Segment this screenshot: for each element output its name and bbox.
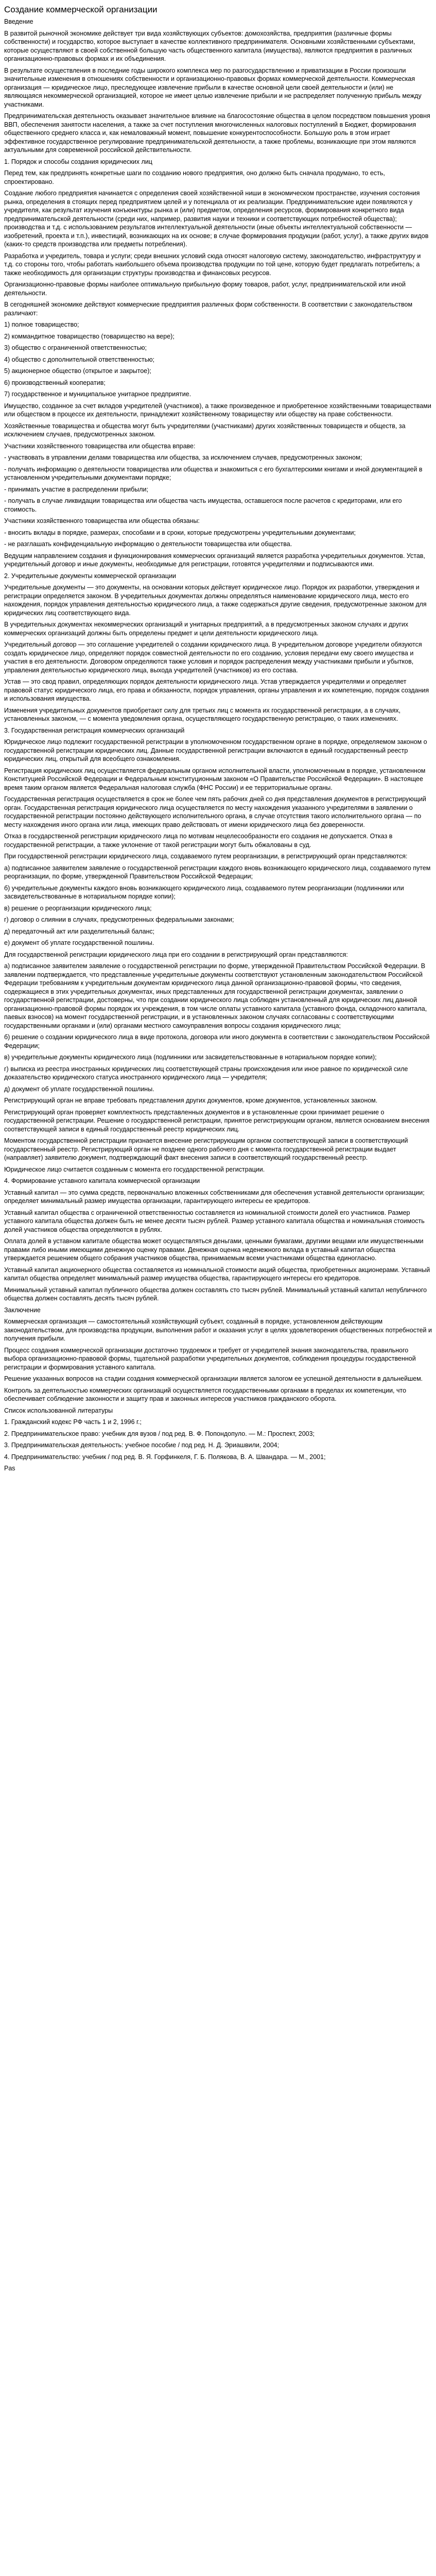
paragraph: 1) полное товарищество; (4, 321, 79, 329)
paragraph: Регистрирующий орган не вправе требовать представления других документов, кроме документов, установленных законом. (4, 1097, 378, 1105)
paragraph: 3) общество с ограниченной ответственностью; (4, 344, 147, 352)
paragraph: Для государственной регистрации юридического лица при его создании в регистрирующий орган представляются: (4, 951, 348, 958)
paragraph: Юридическое лицо считается созданным с момента его государственной регистрации. (4, 1165, 265, 1173)
paragraph: В учредительных документах некоммерческих организаций и унитарных предприятий, а в предусмотренных законом случаях и других коммерческих организаций должны быть определены предмет и цели деятельности юридического лица. (4, 621, 409, 637)
paragraph: 4. Формирование уставного капитала коммерческой организации (4, 1177, 200, 1185)
paragraph: Участники хозяйственного товарищества или общества вправе: (4, 442, 196, 450)
paragraph: Участники хозяйственного товарищества или общества обязаны: (4, 517, 200, 525)
paragraph: Минимальный уставный капитал публичного общества должен составлять сто тысяч рублей. Минимальный уставный капитал непубличного общества должен составлять десять тысяч рублей. (4, 1286, 427, 1302)
paragraph: Регистрирующий орган проверяет комплектность представленных документов и в установленные сроки принимает решение о государственной регистрации. Решение о государственной регистрации, принятое регистрирующим органом, является основанием внесения соответствующей записи в единый государственный реестр юридических лиц. (4, 1108, 430, 1133)
paragraph: Регистрация юридических лиц осуществляется федеральным органом исполнительной власти, уполномоченным в порядке, установленном Конституцией Российской Федерации и Федеральным конституционным законом «О Правительстве Российской Федерации». В настоящее время таким органом является Федеральная налоговая служба (ФНС России) и ее территориальные органы. (4, 767, 426, 791)
paragraph: Изменения учредительных документов приобретают силу для третьих лиц с момента их государственной регистрации, а в случаях, установленных законом, — с момента уведомления органа, осуществляющего государственную регистрацию, о таких изменениях. (4, 706, 401, 723)
paragraph: Решение указанных вопросов на стадии создания коммерческой организации является залогом ее успешной деятельности в дальнейшем. (4, 1375, 423, 1383)
paragraph: д) передаточный акт или разделительный баланс; (4, 927, 155, 935)
paragraph: Предпринимательская деятельность оказывает значительное влияние на благосостояние общества в целом посредством повышения уровня ВВП, обеспечения занятости населения, а также за счет поступления многочисленных налоговых поступлений в Бюджет, формирования общественного среднего класса и, как немаловажный момент, повышение конкурентоспособности. Большую роль в этом играет эффективное государственное регулирование предпринимательской деятельности, а также проблемы, возникающие при этом являются актуальными для современной российской действительности. (4, 112, 430, 154)
paragraph: Создание любого предприятия начинается с определения своей хозяйственной ниши в экономическом пространстве, изучения состояния рынка, определения в стоящих перед предприятием целей и у потенциала от их реализации. Предпринимательские идеи появляются у учредителя, как результат изучения конъюнктуры рынка и (или) предметом, определения ресурсов, формирования конкретного вида предпринимательской деятельности (среди них, например, развития науки и техники и соответствующих потребностей общества); производства и т.д. с использованием результатов интеллектуальной деятельности (иные объекты интеллектуальной собственности — изобретений, проекта и т.п.), инвестиций, возникающих на их основе; в случае формирования продукции (работ, услуг), а также других видов (каких-то средств производства или предметы потребления). (4, 190, 429, 248)
literature-item: 1. Гражданский кодекс РФ часть 1 и 2, 1996 г.; (4, 1418, 142, 1426)
paragraph: в) решение о реорганизации юридического лица; (4, 904, 152, 912)
paragraph: Государственная регистрация осуществляется в срок не более чем пять рабочих дней со дня представления документов в регистрирующий орган. Государственная регистрация юридического лица осуществляется по месту нахождения указанного учредителями в заявлении о государственной регистрации постоянно действующего исполнительного органа, в случае отсутствия такого исполнительного органа — по месту нахождения иного органа или лица, имеющих право действовать от имени юридического лица без доверенности. (4, 795, 426, 828)
paragraph: - не разглашать конфиденциальную информацию о деятельности товарищества или общества. (4, 540, 292, 548)
paragraph: Устав — это свод правил, определяющих порядок деятельности юридического лица. Устав утверждается учредителями и определяет правовой статус юридического лица, его права и обязанности, порядок управления, органы управления и их компетенцию, порядок создания и использования имущества. (4, 678, 429, 703)
paragraph: 2) коммандитное товарищество (товарищество на вере); (4, 332, 175, 340)
paragraph: - получать информацию о деятельности товарищества или общества и знакомиться с его бухгалтерскими книгами и иной документацией в установленном учредительными документами порядке; (4, 465, 423, 482)
paragraph: - принимать участие в распределении прибыли; (4, 485, 148, 493)
paragraph: - участвовать в управлении делами товарищества или общества, за исключением случаев, предусмотренных законом; (4, 454, 362, 462)
literature-list (4, 1418, 432, 1461)
paragraph: а) подписанное заявителем заявление о государственной регистрации по форме, утвержденной Правительством Российской Федерации. В заявлении подтверждается, что представленные учредительные документы соответствуют установленным законодательством Российской Федерации требованиям к учредительным документам юридического лица данной организационно-правовой формы, что сведения, содержащиеся в этих учредительных документах, иных представленных для государственной регистрации документах, заявлении о государственной регистрации, достоверны, что при создании юридического лица соблюден установленный для юридических лиц данной организационно-правовой формы порядок их учреждения, в том числе оплаты уставного капитала (уставного фонда, складочного капитала, паевых взносов) на момент государственной регистрации, и в установленных законом случаях согласованы с соответствующими государственными органами и (или) органами местного самоуправления вопросы создания юридического лица; (4, 962, 427, 1029)
paragraph: Введение (4, 18, 33, 26)
paragraph: Юридическое лицо подлежит государственной регистрации в уполномоченном государственном органе в порядке, определяемом законом о государственной регистрации юридических лиц. Данные государственной регистрации включаются в единый государственный реестр юридических лиц, открытый для всеобщего ознакомления. (4, 738, 427, 763)
paragraph: Разработка и учредитель, товара и услуги; среди внешних условий сюда относят налоговую систему, законодательство, инфраструктуру и т.д. со стороны того, чтобы работать наибольшего объема производства продукции по той цене, которую будет предлагать потребитель; а также необходимость для организации структуры производства и финансовых ресурсов. (4, 252, 421, 277)
paragraph: е) документ об уплате государственной пошлины. (4, 939, 154, 947)
paragraph: 2. Учредительные документы коммерческой организации (4, 572, 177, 580)
paragraph: г) выписка из реестра иностранных юридических лиц соответствующей страны происхождения или иное равное по юридической силе доказательство юридического статуса иностранного юридического лица — учредителя; (4, 1065, 408, 1081)
paragraph: б) учредительные документы каждого вновь возникающего юридического лица, создаваемого путем реорганизации (подлинники или засвидетельствованные в нотариальном порядке копии); (4, 884, 404, 901)
paragraph: д) документ об уплате государственной пошлины. (4, 1085, 154, 1093)
paragraph: Оплата долей в уставном капитале общества может осуществляться деньгами, ценными бумагами, другими вещами или имущественными правами либо иными имеющими денежную оценку правами. Денежная оценка неденежного вклада в уставный капитал общества утверждается решением общего собрания участников общества, принимаемым всеми участниками общества единогласно. (4, 1238, 424, 1262)
paragraph: Имущество, созданное за счет вкладов учредителей (участников), а также произведенное и приобретенное хозяйственными товариществами или обществом в процессе их деятельности, принадлежит хозяйственному товариществу или обществу на праве собственности. (4, 402, 431, 418)
paragraph: б) решение о создании юридического лица в виде протокола, договора или иного документа в соответствии с законодательством Российской Федерации; (4, 1033, 430, 1049)
paragraph: Отказ в государственной регистрации юридического лица по мотивам нецелесообразности его создания не допускается. Отказ в государственной регистрации, а также уклонение от такой регистрации могут быть обжалованы в суд. (4, 833, 393, 849)
literature-item: 2. Предпринимательское право: учебник для вузов / под ред. В. Ф. Попондопуло. — М.: Проспект, 2003; (4, 1430, 315, 1437)
paragraph: В развитой рыночной экономике действует три вида хозяйствующих субъектов: домохозяйства, предприятия (различные формы собственности) и государство, которое выступает в качестве коллективного предпринимателя. Основными хозяйственными субъектами, которые осуществляют в своей собственной большую часть общественного капитала (имущества), являются предприятия в различных организационно-правовых формах и их объединения. (4, 29, 415, 63)
paragraph: Перед тем, как предпринять конкретные шаги по созданию нового предприятия, оно должно быть сначала продумано, то есть, спроектировано. (4, 170, 385, 185)
paragraph: - получать в случае ликвидации товарищества или общества часть имущества, оставшегося после расчетов с кредиторами, или его стоимость. (4, 497, 402, 513)
paragraph: Коммерческая организация — самостоятельный хозяйствующий субъект, созданный в порядке, установленном действующим законодательством, для производства продукции, выполнения работ и оказания услуг в целях удовлетворения общественных потребностей и получения прибыли. (4, 1318, 432, 1343)
paragraph: Моментом государственной регистрации признается внесение регистрирующим органом соответствующей записи в соответствующий государственный реестр. Регистрирующий орган не позднее одного рабочего дня с момента государственной регистрации выдает (направляет) заявителю документ, подтверждающий факт внесения записи в соответствующий государственный реестр. (4, 1137, 408, 1162)
document (4, 4, 432, 1473)
paragraph: 3. Государственная регистрация коммерческих организаций (4, 726, 185, 734)
paragraph: - вносить вклады в порядке, размерах, способами и в сроки, которые предусмотрены учредительными документами; (4, 529, 356, 536)
paragraph: 4) общество с дополнительной ответственностью; (4, 355, 155, 363)
paragraph: Уставный капитал — это сумма средств, первоначально вложенных собственниками для обеспечения уставной деятельности организации; определяет минимальный размер имущества организации, гарантирующего интересы ее кредиторов. (4, 1189, 425, 1205)
paragraph: Организационно-правовые формы наиболее оптимальную прибыльную форму товаров, работ, услуг, предпринимательской или иной деятельности. (4, 281, 406, 297)
literature-item: 3. Предпринимательская деятельность: учебное пособие / под ред. Н. Д. Эриашвили, 2004; (4, 1442, 280, 1449)
paragraph: В результате осуществления в последние годы широкого комплекса мер по разгосударствлению и приватизации в России произошли значительные изменения в отношениях собственности и организационно-правовых формах коммерческой деятельности. Коммерческая организация — юридическое лицо, преследующее извлечение прибыли в качестве основной цели своей деятельности и (или) не являющаяся некоммерческой организацией, которое не имеет целью извлечение прибыли и не распределяет полученную прибыль между участниками. (4, 66, 422, 108)
paragraph: Хозяйственные товарищества и общества могут быть учредителями (участниками) других хозяйственных товариществ и обществ, за исключением случаев, предусмотренных законом. (4, 422, 406, 438)
paragraph: 5) акционерное общество (открытое и закрытое); (4, 367, 151, 375)
paragraph: Уставный капитал общества с ограниченной ответственностью составляется из номинальной стоимости долей его участников. Размер уставного капитала общества должен быть не менее десяти тысяч рублей. Размер уставного капитала общества и номинальная стоимость долей участников общества определяются в рублях. (4, 1209, 425, 1233)
paragraph: Уставный капитал акционерного общества составляется из номинальной стоимости акций общества, приобретенных акционерами. Уставный капитал общества определяет минимальный размер имущества общества, гарантирующего интересы его кредиторов. (4, 1266, 430, 1282)
paragraph: Заключение (4, 1306, 41, 1314)
paragraph: При государственной регистрации юридического лица, создаваемого путем реорганизации, в регистрирующий орган представляются: (4, 853, 408, 860)
trailing-text: Pas (4, 1465, 15, 1472)
paragraph: 7) государственное и муниципальное унитарное предприятие. (4, 391, 191, 398)
paragraph: Ведущим направлением создания и функционирования коммерческих организаций является разработка учредительных документов. Устав, учредительный договор и иные документы, необходимые для регистрации, готовятся учредителями и подписываются ими. (4, 552, 425, 568)
paragraph: Контроль за деятельностью коммерческих организаций осуществляется государственными органами в пределах их компетенции, что обеспечивает соблюдение законности и защиту прав и законных интересов участников гражданского оборота. (4, 1386, 407, 1403)
paragraph: 6) производственный кооператив; (4, 379, 106, 386)
document-body (4, 18, 432, 1415)
document-title: Создание коммерческой организации (4, 5, 158, 14)
literature-item: 4. Предпринимательство: учебник / под ред. В. Я. Горфинкеля, Г. Б. Полякова, В. А. Швандара. — М., 2001; (4, 1453, 326, 1461)
paragraph: в) учредительные документы юридического лица (подлинники или засвидетельствованные в нотариальном порядке копии); (4, 1054, 377, 1061)
paragraph: 1. Порядок и способы создания юридических лиц (4, 158, 152, 165)
paragraph: Список использованной литературы (4, 1406, 113, 1414)
paragraph: В сегодняшней экономике действуют коммерческие предприятия различных форм собственности. В соответствии с законодательством различают: (4, 301, 413, 317)
paragraph: Учредительные документы — это документы, на основании которых действует юридическое лицо. Порядок их разработки, утверждения и регистрации определяется законом. В учредительных документах должны определяться наименование юридического лица, место его нахождения, порядок управления деятельностью юридического лица, а также содержаться другие сведения, предусмотренные законом для юридических лиц соответствующего вида. (4, 584, 427, 617)
paragraph: а) подписанное заявителем заявление о государственной регистрации каждого вновь возникающего юридического лица, создаваемого путем реорганизации, по форме, утвержденной Правительством Российской Федерации; (4, 864, 431, 880)
paragraph: Учредительный договор — это соглашение учредителей о создании юридического лица. В учредительном договоре учредители обязуются создать юридическое лицо, определяют порядок совместной деятельности по его созданию, условия передачи ему своего имущества и участия в его деятельности. Договором определяются также условия и порядок распределения между участниками прибыли и убытков, управления деятельностью юридического лица, выхода учредителей (участников) из его состава. (4, 641, 422, 674)
paragraph: г) договор о слиянии в случаях, предусмотренных федеральными законами; (4, 916, 234, 924)
paragraph: Процесс создания коммерческой организации достаточно трудоемок и требует от учредителей знания законодательства, правильного выбора организационно-правовой формы, тщательной разработки учредительных документов, соблюдения процедуры государственной регистрации и формирования уставного капитала. (4, 1346, 416, 1371)
